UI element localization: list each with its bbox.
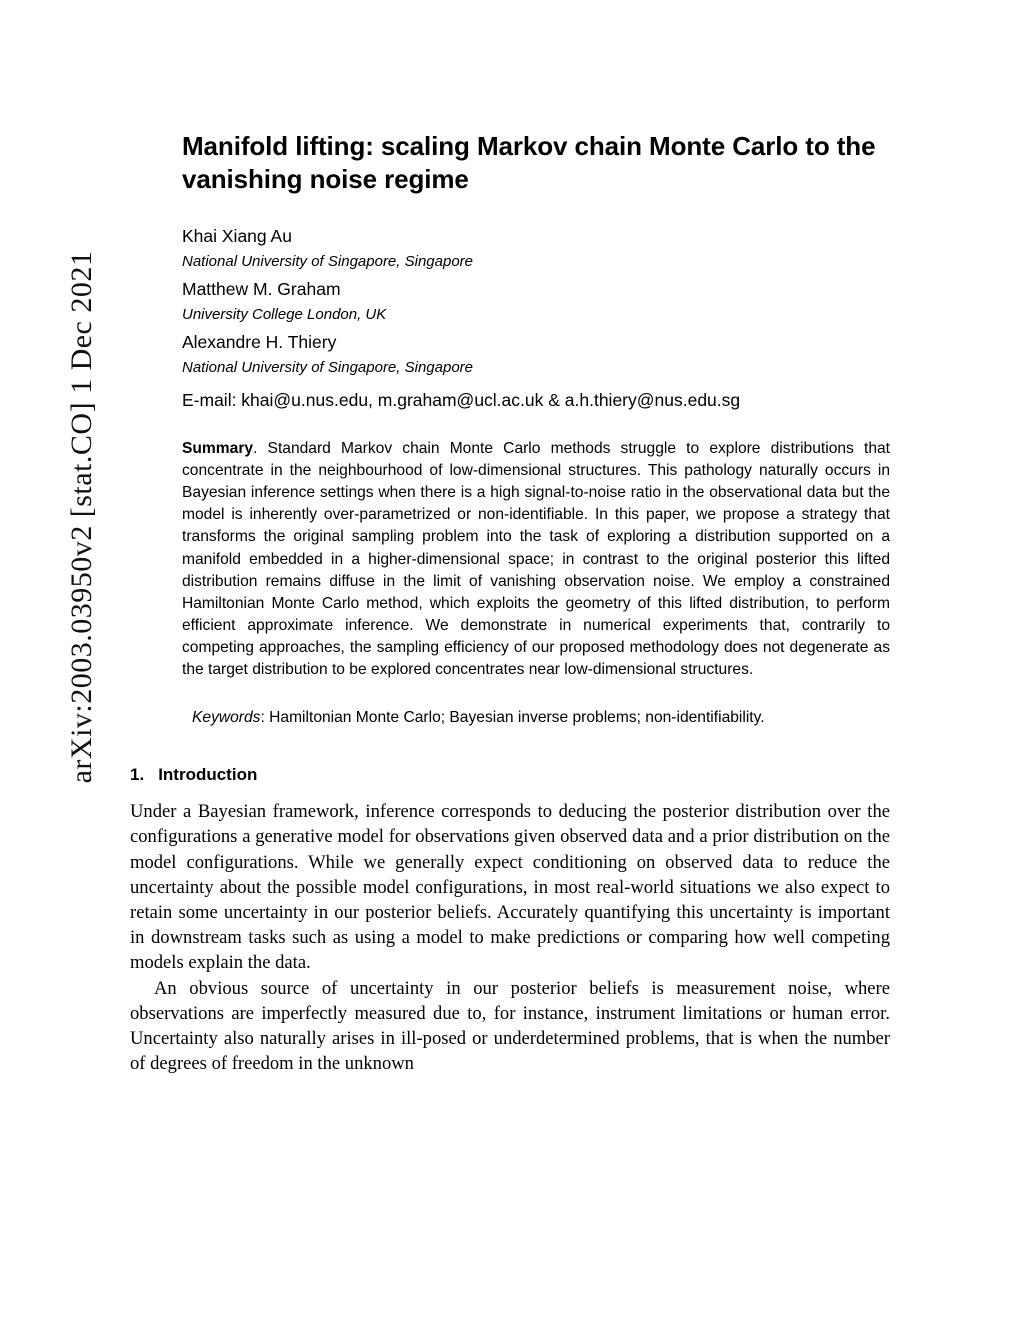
body-paragraph: An obvious source of uncertainty in our posterior beliefs is measurement noise, where observations are imperfectly measured due to, for instance, instrument limitations or human error. Uncertainty also naturally arises in ill-posed or underdetermined problems, that is when the number of degrees of freedom in the unknown <box>130 977 890 1075</box>
section-title: Introduction <box>158 765 258 785</box>
body-paragraph: Under a Bayesian framework, inference corresponds to deducing the posterior distribution over the configurations a generative model for observations given observed data and a prior distribution on the model configurations. While we generally expect conditioning on observed data to reduce the uncertainty about the possible model configurations, in most real-world situations we also expect to retain some uncertainty in our posterior beliefs. Accurately quantifying this uncertainty is important in downstream tasks such as using a model to make predictions or comparing how well competing models explain the data. <box>130 801 890 974</box>
author-block <box>182 223 890 414</box>
keywords-line <box>192 707 890 729</box>
author-affiliation: National University of Singapore, Singapore <box>182 358 473 376</box>
summary-text: . Standard Markov chain Monte Carlo methods struggle to explore distributions that concentrate in the neighbourhood of low-dimensional structures. This pathology naturally occurs in Bayesian inference settings when there is a high signal-to-noise ratio in the observational data but the model is inherently over-parametrized or non-identifiable. In this paper, we propose a strategy that transforms the original sampling problem into the task of exploring a distribution supported on a manifold embedded in a higher-dimensional space; in contrast to the original posterior this lifted distribution remains diffuse in the limit of vanishing observation noise. We employ a constrained Hamiltonian Monte Carlo method, which exploits the geometry of this lifted distribution, to perform efficient approximate inference. We demonstrate in numerical experiments that, contrarily to competing approaches, the sampling efficiency of our proposed methodology does not degenerate as the target distribution to be explored concentrates near low-dimensional structures. <box>182 439 890 679</box>
section-number: 1. <box>130 765 145 785</box>
author-name: Matthew M. Graham <box>182 278 341 299</box>
page-title: Manifold lifting: scaling Markov chain Monte Carlo to the vanishing noise regime <box>182 131 876 195</box>
keywords-text: : Hamiltonian Monte Carlo; Bayesian inverse problems; non-identifiability. <box>260 709 765 727</box>
paper-page <box>130 130 890 1076</box>
author-affiliation: University College London, UK <box>182 305 387 323</box>
arxiv-identifier-stamp: arXiv:2003.03950v2 [stat.CO] 1 Dec 2021 <box>65 250 98 784</box>
section-heading-introduction <box>130 765 890 785</box>
summary-label: Summary <box>182 439 254 457</box>
author-name: Khai Xiang Au <box>182 225 292 246</box>
author-email-line: E-mail: khai@u.nus.edu, m.graham@ucl.ac.uk & a.h.thiery@nus.edu.sg <box>182 389 741 410</box>
abstract-summary <box>182 438 890 682</box>
author-name: Alexandre H. Thiery <box>182 331 337 352</box>
keywords-label: Keywords <box>192 709 261 727</box>
author-affiliation: National University of Singapore, Singapore <box>182 252 473 270</box>
